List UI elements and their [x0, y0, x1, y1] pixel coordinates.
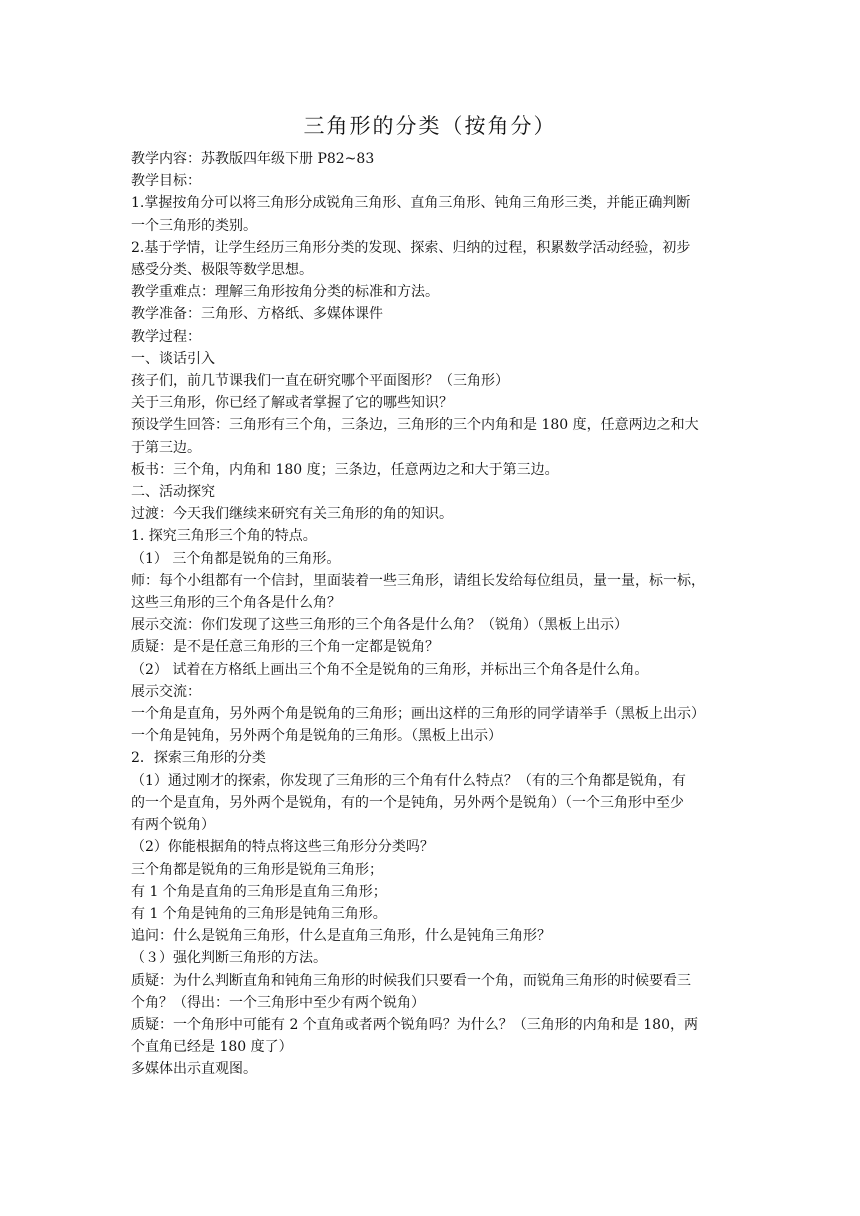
text-line: 感受分类、极限等数学思想。 [131, 262, 313, 279]
text-line: 教学目标： [131, 173, 201, 190]
text-line: 展示交流：你们发现了这些三角形的三个角各是什么角？（锐角）（黑板上出示） [131, 617, 628, 634]
text-line: 多媒体出示直观图。 [131, 1061, 257, 1078]
text-line: 预设学生回答：三角形有三个角，三条边，三角形的三个内角和是 180 度，任意两边之和大 [131, 417, 699, 434]
text-line: （1）通过刚才的探索，你发现了三角形的三个角有什么特点？（有的三个角都是锐角，有 [131, 772, 686, 789]
text-line: 2．探索三角形的分类 [131, 750, 266, 767]
text-line: （2） 试着在方格纸上画出三个角不全是锐角的三角形，并标出三个角各是什么角。 [131, 661, 649, 678]
text-line: （1） 三个角都是锐角的三角形。 [131, 550, 341, 567]
text-line: 二、活动探究 [131, 484, 215, 501]
text-line: （2）你能根据角的特点将这些三角形分分类吗？ [131, 839, 434, 856]
text-line: 师：每个小组都有一个信封，里面装着一些三角形，请组长发给每位组员，量一量，标一标， [131, 572, 705, 589]
text-line: 一、谈话引入 [131, 350, 215, 367]
document-body [131, 148, 733, 1081]
text-line: 这些三角形的三个角各是什么角？ [131, 595, 341, 612]
text-line: （３）强化判断三角形的方法。 [131, 950, 327, 967]
text-line: 有两个锐角） [131, 817, 215, 834]
text-line: 2.基于学情，让学生经历三角形分类的发现、探索、归纳的过程，积累数学活动经验，初步 [131, 239, 691, 256]
text-line: 质疑：一个角形中可能有 2 个直角或者两个锐角吗？为什么？（三角形的内角和是 180，两 [131, 1016, 698, 1033]
text-line: 有 1 个角是钝角的三角形是钝角三角形。 [131, 905, 387, 922]
text-line: 教学准备：三角形、方格纸、多媒体课件 [131, 306, 383, 323]
text-line: 三个角都是锐角的三角形是锐角三角形； [131, 861, 383, 878]
text-line: 教学过程： [131, 328, 201, 345]
text-line: 过渡：今天我们继续来研究有关三角形的角的知识。 [131, 506, 453, 523]
text-line: 1. 探究三角形三个角的特点。 [131, 528, 317, 545]
text-line: 于第三边。 [131, 439, 201, 456]
text-line: 质疑：是不是任意三角形的三个角一定都是锐角？ [131, 639, 439, 656]
text-line: 板书：三个角，内角和 180 度；三条边，任意两边之和大于第三边。 [131, 461, 559, 478]
text-line: 关于三角形，你已经了解或者掌握了它的哪些知识？ [131, 395, 453, 412]
text-line: 一个角是钝角，另外两个角是锐角的三角形。（黑板上出示） [131, 728, 502, 745]
text-line: 追问：什么是锐角三角形，什么是直角三角形，什么是钝角三角形？ [131, 928, 551, 945]
text-line: 一个角是直角，另外两个角是锐角的三角形；画出这样的三角形的同学请举手（黑板上出示） [131, 706, 705, 723]
text-line: 展示交流： [131, 683, 201, 700]
text-line: 教学重难点：理解三角形按角分类的标准和方法。 [131, 284, 439, 301]
text-line: 1.掌握按角分可以将三角形分成锐角三角形、直角三角形、钝角三角形三类，并能正确判断 [131, 195, 691, 212]
text-line: 教学内容：苏教版四年级下册 P82~83 [131, 151, 375, 167]
text-line: 有 1 个角是直角的三角形是直角三角形； [131, 883, 387, 900]
text-line: 的一个是直角，另外两个是锐角，有的一个是钝角，另外两个是锐角）（一个三角形中至少 [131, 794, 684, 811]
text-line: 个角？（得出：一个三角形中至少有两个锐角） [131, 994, 425, 1011]
text-line: 孩子们，前几节课我们一直在研究哪个平面图形？（三角形） [131, 373, 509, 390]
text-line: 个直角已经是 180 度了） [131, 1039, 293, 1056]
document-title: 三角形的分类（按角分） [303, 114, 557, 138]
text-line: 一个三角形的类别。 [131, 217, 257, 234]
text-line: 质疑：为什么判断直角和钝角三角形的时候我们只要看一个角，而锐角三角形的时候要看三 [131, 972, 691, 989]
